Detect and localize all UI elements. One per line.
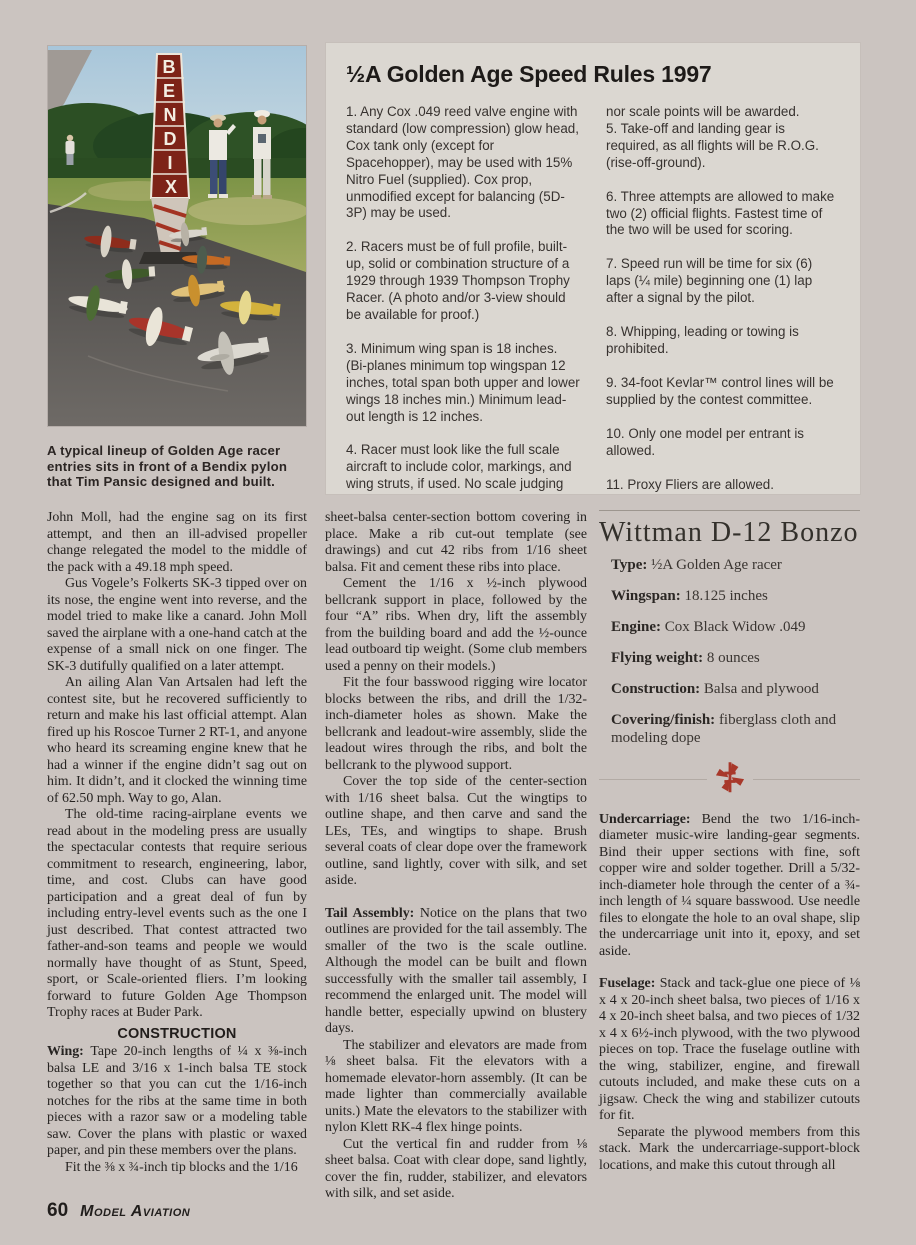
paragraph: The old-time racing-airplane events we read about in the modeling press are usually the spectacular contests that require serious commitment to research, engineering, labor, time, and cost. Clubs can have good participation and a great deal of fun by including entry-level events such as the one I just described. That contest attracted two father-and-son teams and people we would normally have thought of as Stunt, Speed, sport, or Scale-oriented fliers. I’m looking forward to future Golden Age Thompson Trophy races at Buder Park.: [47, 807, 307, 1020]
spec-row: Wingspan: 18.125 inches: [611, 587, 768, 604]
rules-box: [325, 42, 861, 495]
paragraph: sheet-balsa center-section bottom covering in place. Make a rib cut-out template (see drawings) and cut 42 ribs from 1/16 sheet balsa. Fit and cement these ribs into place.: [325, 510, 587, 575]
paragraph-lead: Tail Assembly:: [325, 905, 415, 921]
spec-row: Construction: Balsa and plywood: [611, 680, 819, 697]
spec-row: Covering/finish: fiberglass cloth and modeling dope: [611, 711, 837, 746]
page-footer: [47, 1200, 547, 1222]
rules-column-left: [346, 104, 580, 510]
paragraph: An ailing Alan Van Artsalen had left the contest site, but he recovered sufficiently to return and make his last official attempt. Alan fired up his Roscoe Turner 2 RT-1, and anyone who heard its screaming engine knew that he had a winner if the engine didn’t sag out on him. It didn’t, and it clocked the winning time of 62.50 mph. Way to go, Alan.: [47, 675, 307, 806]
magazine-logo: Model Aviation: [80, 1203, 191, 1220]
rule-item: 3. Minimum wing span is 18 inches. (Bi-planes minimum top wingspan 12 inches, total span both upper and lower wings 18 inches min.) Minimum lead-out length is 12 inches.: [346, 340, 580, 424]
page-number: 60: [47, 1200, 69, 1221]
lineup-photo-illustration: [48, 46, 306, 426]
paragraph-lead: Wing:: [47, 1044, 84, 1059]
pylon-letter: E: [162, 81, 176, 101]
rule-item: 11. Proxy Fliers are allowed.: [606, 476, 774, 492]
paragraph: The stabilizer and elevators are made from ⅛ sheet balsa. Fit the elevators with a homemade elevator-horn assembly. (It can be made lighter than commercially available units.) Mate the elevators to the stabilizer with nylon Klett RK-4 flex hinge points.: [325, 1037, 587, 1135]
paragraph: Cement the 1/16 x ½-inch plywood bellcrank support in place, followed by the four “A” ribs. When dry, lift the assembly from the building board and add the ½-ounce lead outboard tip weight. (Some club members used a penny on their models.): [325, 576, 587, 674]
paragraph: Undercarriage: Bend the two 1/16-inch-diameter music-wire landing-gear segments. Bind their upper sections with fine, soft copper wire and solder together. Drill a 5/32-inch-diameter hole through the center of a ¾-inch length of ¼ square basswood. Use needle files to elongate the hole to an oval shape, slip the undercarriage unit into it, epoxy, and set aside.: [599, 811, 860, 959]
paragraph: Cover the top side of the center-section with 1/16 sheet balsa. Cut the wingtips to outline shape, and then carve and sand the LEs, TEs, and wingtips to shape. Brush several coats of clear dope over the framework outline, sand lightly, cover with silk, and set aside.: [325, 774, 587, 888]
article-column-3: [599, 510, 860, 1174]
photo-caption: A typical lineup of Golden Age racer entries sits in front of a Bendix pylon that Tim Pansic designed and built.: [47, 443, 288, 490]
rule-item: 7. Speed run will be time for six (6) laps (¼ mile) beginning one (1) lap after a signal by the pilot.: [606, 256, 813, 306]
spec-box-title: Wittman D-12 Bonzo: [599, 517, 859, 548]
pinwheel-icon: [707, 760, 753, 800]
construction-heading: CONSTRUCTION: [117, 1025, 237, 1042]
lineup-photo: [47, 45, 307, 427]
rule-item: 8. Whipping, leading or towing is prohibited.: [606, 324, 799, 356]
pylon-letter: B: [162, 57, 176, 77]
paragraph: Wing: Tape 20-inch lengths of ¼ x ⅜-inch balsa LE and 3/16 x 1-inch balsa TE stock together so that you can cut the 1/16-inch notches for the ribs at the same time in both pieces with a razor saw or a modeling table saw. Cover the plans with plastic or waxed paper, and pin these members over the plans.: [47, 1044, 308, 1158]
paragraph: Gus Vogele’s Folkerts SK-3 tipped over on its nose, the engine went into reverse, and the model tried to make like a canard. John Moll saved the airplane with a one-hand catch at the expense of a small nick on one finger. The SK-3 dutifully qualified on a later attempt.: [47, 576, 307, 674]
rule-item: nor scale points will be awarded.: [606, 104, 800, 119]
pylon-letter: N: [163, 105, 177, 125]
spec-box: [599, 510, 860, 747]
rule-item: 4. Racer must look like the full scale aircraft to include color, markings, and wing struts, if used. No scale judging: [346, 442, 572, 492]
spec-row: Type: ½A Golden Age racer: [611, 556, 782, 573]
article-column-2: [325, 510, 587, 1203]
paragraph-lead: Fuselage:: [599, 976, 656, 991]
rule-item: 6. Three attempts are allowed to make two (2) official flights. Fastest time of the two will be used for scoring.: [606, 188, 835, 238]
article-column-1: [47, 510, 307, 1176]
section-divider: [599, 760, 860, 800]
rule-item: 2. Racers must be of full profile, built-up, solid or combination structure of a 1929 through 1939 Thompson Trophy Racer. (A photo and/or 3-view should be available for proof.): [346, 239, 570, 322]
paragraph: Fit the four basswood rigging wire locator blocks between the ribs, and drill the 1/32-inch-diameter holes as shown. Make the bellcrank and leadout-wire assembly, slide the leadout wires through the ribs, and bolt the bellcrank to the plywood support.: [325, 675, 587, 773]
rule-item: 10. Only one model per entrant is allowed.: [606, 425, 804, 458]
rules-box-title: ½A Golden Age Speed Rules 1997: [346, 61, 712, 87]
spec-row: Engine: Cox Black Widow .049: [611, 618, 806, 635]
paragraph: Cut the vertical fin and rudder from ⅛ sheet balsa. Coat with clear dope, sand lightly, cover the fin, rudder, stabilizer, and elevators with silk, and set aside.: [325, 1136, 587, 1201]
rule-item: 5. Take-off and landing gear is required, as all flights will be R.O.G. (rise-off-ground).: [606, 120, 819, 170]
paragraph: John Moll, had the engine sag on its first attempt, and then an ill-advised propeller change relegated the model to the middle of the pack with a 49.18 mph speed.: [47, 510, 307, 575]
pylon-letter: I: [167, 153, 173, 173]
spec-row: Flying weight: 8 ounces: [611, 649, 760, 666]
paragraph: Fuselage: Stack and tack-glue one piece of ⅛ x 4 x 20-inch sheet balsa, two pieces of 1/16 x 4 x 20-inch sheet balsa, and two pieces of 1/32 x 4 x 6½-inch plywood, with the two plywood pieces on top. Trace the fuselage outline with the wing, stabilizer, engine, and firewall cutouts included, and make these cuts on a jigsaw. Check the wing and stabilizer cutouts for fit.: [599, 976, 860, 1123]
pylon-letter: D: [163, 129, 177, 149]
paragraph: Tail Assembly: Notice on the plans that two outlines are provided for the tail assembly. The smaller of the two is the scale outline. Although the model can be built and flown successfully with the smaller tail assembly, I recommend the enlarged unit. The model will handle better, especially upwind on blustery days.: [325, 905, 587, 1036]
paragraph: Fit the ⅜ x ¾-inch tip blocks and the 1/16: [65, 1159, 298, 1175]
rule-item: 9. 34-foot Kevlar™ control lines will be supplied by the contest committee.: [606, 374, 834, 407]
rule-item: 1. Any Cox .049 reed valve engine with standard (low compression) glow head, Cox tank only (except for Spacehopper), may be used with 15% Nitro Fuel (supplied). Cox prop, unmodified except for balancing (5D-3P) may be used.: [346, 104, 579, 221]
paragraph: Separate the plywood members from this stack. Mark the undercarriage-support-block locations, and make this cutout through all: [599, 1124, 860, 1173]
rules-column-right: [606, 104, 840, 510]
paragraph-lead: Undercarriage:: [599, 811, 691, 827]
pylon-letter: X: [164, 177, 178, 197]
